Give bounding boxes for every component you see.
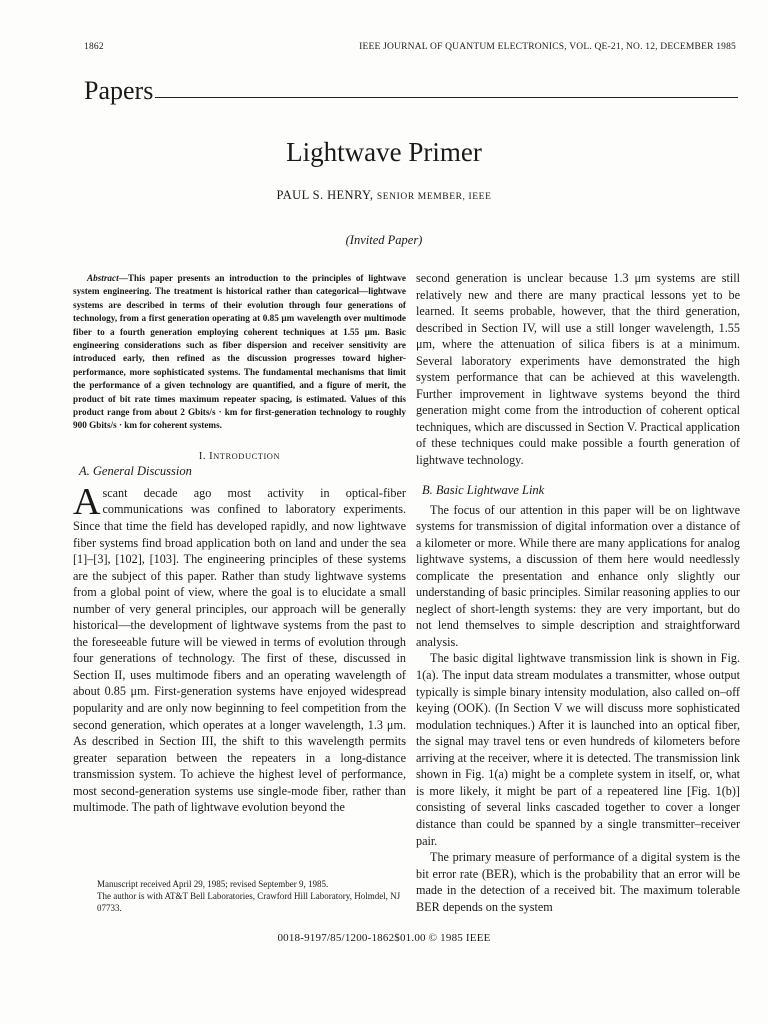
section-heading: [73, 451, 406, 462]
left-column: [73, 270, 406, 816]
section-label-row: [84, 74, 738, 104]
section-title-initial: I: [209, 450, 214, 462]
footnote-received: Manuscript received April 29, 1985; revised September 9, 1985.: [97, 879, 329, 889]
paragraph-b1: The focus of our attention in this paper will be on lightwave systems for transmission of digital information over a distance of a kilometer or more. While there are many applications for analog lightwave systems, a discussion of them here would needlessly complicate the presentation and enhance only slightly our understanding of basic principles. Similar reasoning applies to our neglect of short-length systems: they are very important, but do not lend themselves to simple description and straightforward analysis.: [416, 502, 740, 649]
invited-paper-note: (Invited Paper): [345, 233, 423, 247]
paragraph-b2: The basic digital lightwave transmission link is shown in Fig. 1(a). The input data stream modulates a transmitter, whose output typically is simple binary intensity modulation, also called on–off keying (OOK). (In Section V we will discuss more sophisticated modulation techniques.) After it is launched into an optical fiber, the signal may travel tens or even hundreds of kilometers before arriving at the receiver, where it is detected. The transmission link shown in Fig. 1(a) might be a complete system in itself, or, what is more likely, it might be part of a repeatered line [Fig. 1(b)] consisting of several links cascaded together to cover a longer distance than could be spanned by a single transmitter–receiver pair.: [416, 651, 740, 848]
paper-title: Lightwave Primer: [286, 137, 482, 167]
journal-header: IEEE JOURNAL OF QUANTUM ELECTRONICS, VOL. QE-21, NO. 12, DECEMBER 1985: [359, 42, 736, 52]
intro-text: scant decade ago most activity in optical-fiber communications was confined to laboratory experiments. Since that time the field has developed rapidly, and now lightwave fiber systems find broad application both on land and under the sea [1]–[3], [102], [103]. The engineering principles of these systems are the subject of this paper. Rather than study lightwave systems from a global point of view, where the goal is to elucidate a small number of very general principles, our approach will be generally historical—the development of lightwave systems from the past to the foreseeable future will be viewed in terms of evolution through four generations of technology. The first of these, discussed in Section II, uses multimode fibers and an operating wavelength of about 0.85 μm. First-generation systems have enjoyed widespread popularity and are only now beginning to feel competition from the second generation, which operates at a longer wavelength, 1.3 μm. As described in Section III, the shift to this wavelength permits greater separation between the repeaters in a long-distance transmission system. To achieve the highest level of performance, most second-generation systems use single-mode fiber, rather than multimode. The path of lightwave evolution beyond the: [73, 485, 406, 815]
subsection-heading-a: A. General Discussion: [79, 463, 192, 478]
intro-paragraph: [73, 480, 406, 816]
header-rule: [155, 97, 738, 98]
section-label: Papers: [84, 76, 154, 105]
footnote: [97, 878, 407, 914]
author-name: PAUL S. HENRY,: [276, 188, 374, 202]
subsection-heading-b: B. Basic Lightwave Link: [422, 482, 545, 497]
copyright-line: 0018-9197/85/1200-1862$01.00 © 1985 IEEE: [277, 932, 491, 944]
section-number: I.: [198, 450, 207, 462]
author-line: [0, 188, 768, 203]
abstract: [73, 272, 406, 433]
drop-cap: A: [73, 480, 101, 523]
page-number: 1862: [84, 42, 104, 52]
paragraph-b3: The primary measure of performance of a digital system is the bit error rate (BER), which is the probability that an error will be made in the detection of a received bit. The maximum tolerable BER depends on the system: [416, 850, 740, 914]
section-title-rest: NTRODUCTION: [213, 450, 281, 461]
abstract-label: Abstract: [87, 273, 119, 283]
abstract-text: —This paper presents an introduction to the principles of lightwave system engineering. The treatment is historical rather than categorical—lightwave systems are described in terms of their evolution through four generations of technology, from a first generation operating at 0.85 μm wavelength over multimode fiber to a fourth generation employing coherent techniques at 1.55 μm. Basic engineering considerations such as fiber dispersion and receiver sensitivity are introduced early, then refined as the discussion progresses toward higher-performance, more sophisticated systems. The fundamental mechanisms that limit the performance of a given technology are quantified, and a figure of merit, the product of bit rate times maximum repeater spacing, is estimated. Values of this product range from about 2 Gbits/s · km for first-generation technology to roughly 900 Gbits/s · km for coherent systems.: [73, 273, 406, 431]
right-column: [416, 270, 740, 915]
footnote-affiliation: The author is with AT&T Bell Laboratories, Crawford Hill Laboratory, Holmdel, NJ 07733.: [97, 891, 401, 913]
author-rank: SENIOR MEMBER, IEEE: [376, 192, 492, 202]
continuation-paragraph: second generation is unclear because 1.3 μm systems are still relatively new and there are many practical lessons yet to be learned. It seems probable, however, that the third generation, described in Section IV, will use a still longer wavelength, 1.55 μm, where the attenuation of silica fibers is at a minimum. Several laboratory experiments have demonstrated the high system performance that can be achieved at this wavelength. Further improvement in lightwave systems beyond the third generation might come from the introduction of coherent optical techniques, which are discussed in Section V. Practical application of these techniques could make possible a fourth generation of lightwave technology.: [416, 271, 740, 468]
